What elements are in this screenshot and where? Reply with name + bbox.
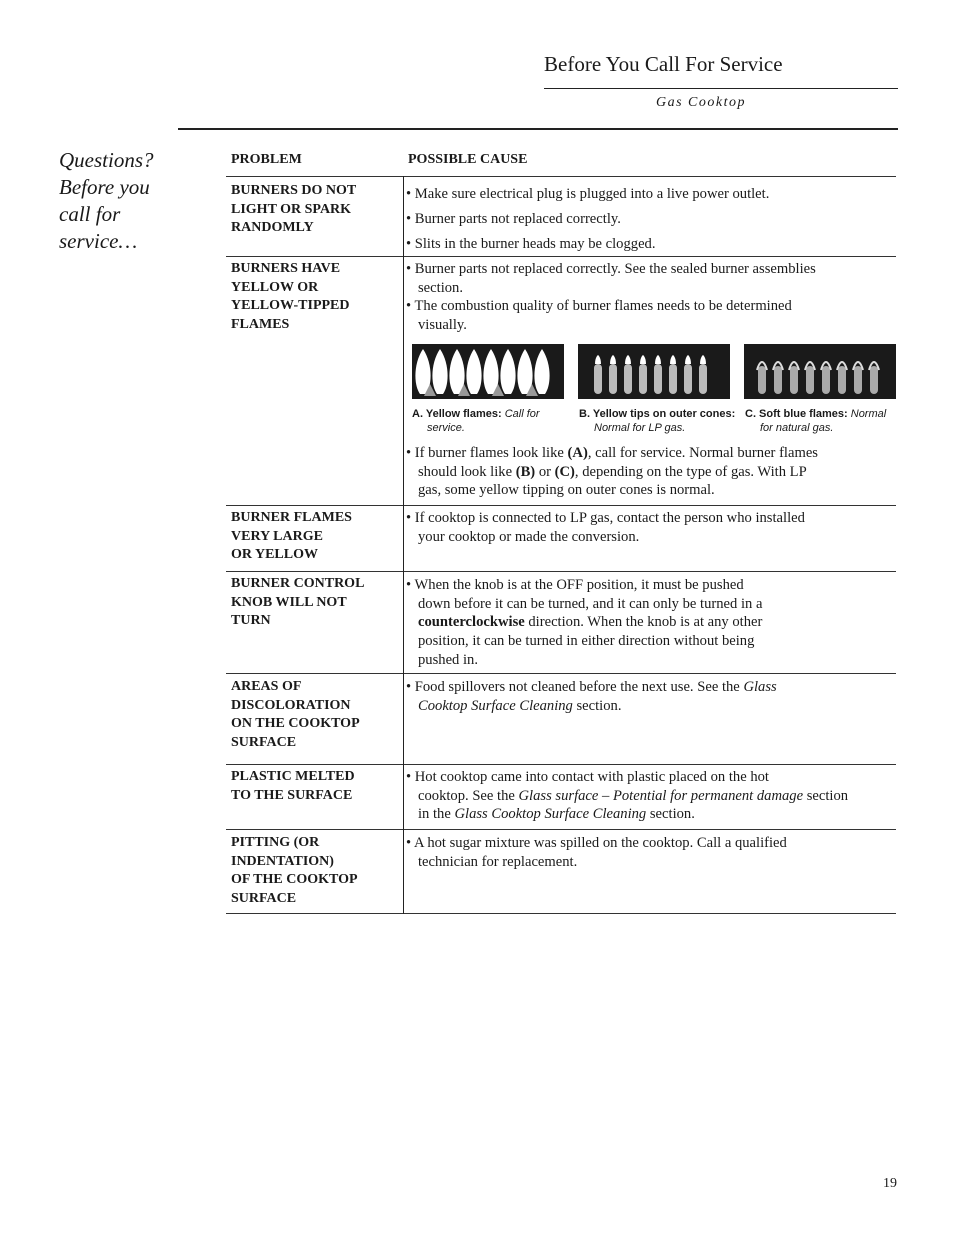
cause-line: position, it can be turned in either direction without being — [418, 633, 755, 650]
cause-bullet: • Burner parts not replaced correctly. — [406, 211, 621, 227]
problem-line: YELLOW-TIPPED — [231, 298, 350, 313]
flame-caption-c — [745, 407, 886, 435]
problem-line: OF THE COOKTOP — [231, 872, 358, 887]
cause-cell — [406, 444, 818, 500]
row-divider — [226, 673, 896, 674]
sidebar-line: Before you — [59, 175, 150, 199]
problem-line: ON THE COOKTOP — [231, 716, 360, 731]
problem-line: VERY LARGE — [231, 528, 323, 544]
problem-line: RANDOMLY — [231, 220, 314, 235]
problem-line: OR YELLOW — [231, 547, 318, 562]
row-divider — [226, 913, 896, 914]
cause-line: technician for replacement. — [418, 853, 578, 870]
cause-cell — [406, 260, 816, 335]
cause-bullet: • Slits in the burner heads may be clogged. — [406, 236, 656, 252]
problem-line: PLASTIC MELTED — [231, 769, 355, 784]
cause-line: in the Glass Cooktop Surface Cleaning section. — [418, 806, 695, 823]
column-header-problem: PROBLEM — [231, 152, 302, 167]
section-subtitle: Gas Cooktop — [656, 95, 746, 110]
row-divider — [226, 505, 896, 506]
caption-note: Normal — [847, 408, 887, 420]
caption-label: B. Yellow tips on outer cones: — [579, 408, 736, 420]
cause-cell — [406, 509, 805, 546]
problem-line: YELLOW OR — [231, 279, 319, 295]
cause-bullet: • A hot sugar mixture was spilled on the cooktop. Call a qualified — [406, 835, 787, 851]
caption-note: for natural gas. — [760, 422, 834, 434]
problem-line: SURFACE — [231, 734, 297, 750]
problem-line: BURNER FLAMES — [231, 510, 352, 525]
caption-note: Normal for LP gas. — [594, 422, 686, 434]
cause-cell — [406, 678, 777, 715]
flame-caption-b — [579, 407, 735, 435]
problem-line: KNOB WILL NOT — [231, 594, 347, 610]
caption-label: A. Yellow flames: — [412, 408, 502, 420]
cause-bullet: • Hot cooktop came into contact with plastic placed on the hot — [406, 769, 769, 785]
cause-bullet: • The combustion quality of burner flames needs to be determined — [406, 298, 792, 315]
row-divider — [226, 571, 896, 572]
cause-bullet: • Burner parts not replaced correctly. See the sealed burner assemblies — [406, 261, 816, 277]
main-divider — [178, 128, 898, 130]
caption-label: C. Soft blue flames: — [745, 408, 848, 420]
cause-line: down before it can be turned, and it can only be turned in a — [418, 595, 763, 612]
cause-line: pushed in. — [418, 651, 478, 668]
problem-cell — [231, 182, 356, 238]
problem-line: TO THE SURFACE — [231, 787, 353, 803]
blue-flames-icon — [757, 362, 879, 394]
problem-line: INDENTATION) — [231, 853, 334, 869]
flame-image-b — [578, 344, 730, 399]
flame-image-a — [412, 344, 564, 399]
cause-bullet: • Food spillovers not cleaned before the next use. See the Glass — [406, 679, 777, 695]
column-divider — [403, 176, 404, 914]
title-rule — [544, 88, 898, 89]
problem-line: SURFACE — [231, 890, 297, 906]
cause-line: gas, some yellow tipping on outer cones is normal. — [418, 482, 715, 499]
flame-caption-a — [412, 407, 540, 435]
page-title: Before You Call For Service — [544, 52, 783, 76]
cause-cell — [406, 576, 762, 670]
cause-line: section. — [418, 279, 463, 296]
cause-line: visually. — [418, 317, 467, 334]
caption-note: service. — [427, 422, 465, 434]
caption-note: Call for — [501, 408, 540, 420]
row-divider — [226, 829, 896, 830]
page-number: 19 — [883, 1176, 897, 1191]
flame-image-c — [744, 344, 896, 399]
sidebar-heading — [59, 147, 154, 255]
cause-line: your cooktop or made the conversion. — [418, 528, 640, 545]
problem-cell — [231, 509, 352, 565]
cause-bullet: • If burner flames look like (A), call for service. Normal burner flames — [406, 445, 818, 461]
sidebar-line: service… — [59, 229, 138, 253]
cause-line: counterclockwise direction. When the knob is at any other — [418, 614, 763, 631]
problem-line: FLAMES — [231, 316, 290, 332]
problem-line: PITTING (OR — [231, 835, 320, 850]
problem-line: BURNERS DO NOT — [231, 183, 357, 198]
sidebar-line: Questions? — [59, 148, 154, 172]
problem-cell — [231, 834, 358, 908]
problem-cell — [231, 678, 360, 752]
cause-line: cooktop. See the Glass surface – Potential for permanent damage section — [418, 787, 849, 804]
cause-line: should look like (B) or (C), depending on the type of gas. With LP — [418, 463, 807, 480]
problem-line: BURNERS HAVE — [231, 261, 341, 276]
problem-line: BURNER CONTROL — [231, 576, 365, 591]
problem-cell — [231, 575, 364, 631]
cause-cell — [406, 834, 787, 871]
problem-cell — [231, 260, 350, 334]
row-divider — [226, 176, 896, 177]
sidebar-line: call for — [59, 202, 121, 226]
cause-bullet: • Make sure electrical plug is plugged into a live power outlet. — [406, 186, 770, 202]
yellow-flames-icon — [415, 349, 549, 396]
problem-line: TURN — [231, 613, 271, 628]
problem-line: LIGHT OR SPARK — [231, 201, 352, 217]
column-header-cause: POSSIBLE CAUSE — [408, 152, 528, 167]
yellow-tip-flames-icon — [594, 355, 707, 394]
cause-bullet: • If cooktop is connected to LP gas, contact the person who installed — [406, 510, 805, 526]
cause-bullet: • When the knob is at the OFF position, it must be pushed — [406, 577, 744, 593]
cause-cell — [406, 182, 769, 257]
cause-line: Cooktop Surface Cleaning section. — [418, 697, 622, 714]
problem-cell — [231, 768, 355, 805]
row-divider — [226, 764, 896, 765]
problem-line: AREAS OF — [231, 679, 302, 694]
cause-cell — [406, 768, 848, 824]
problem-line: DISCOLORATION — [231, 697, 351, 713]
